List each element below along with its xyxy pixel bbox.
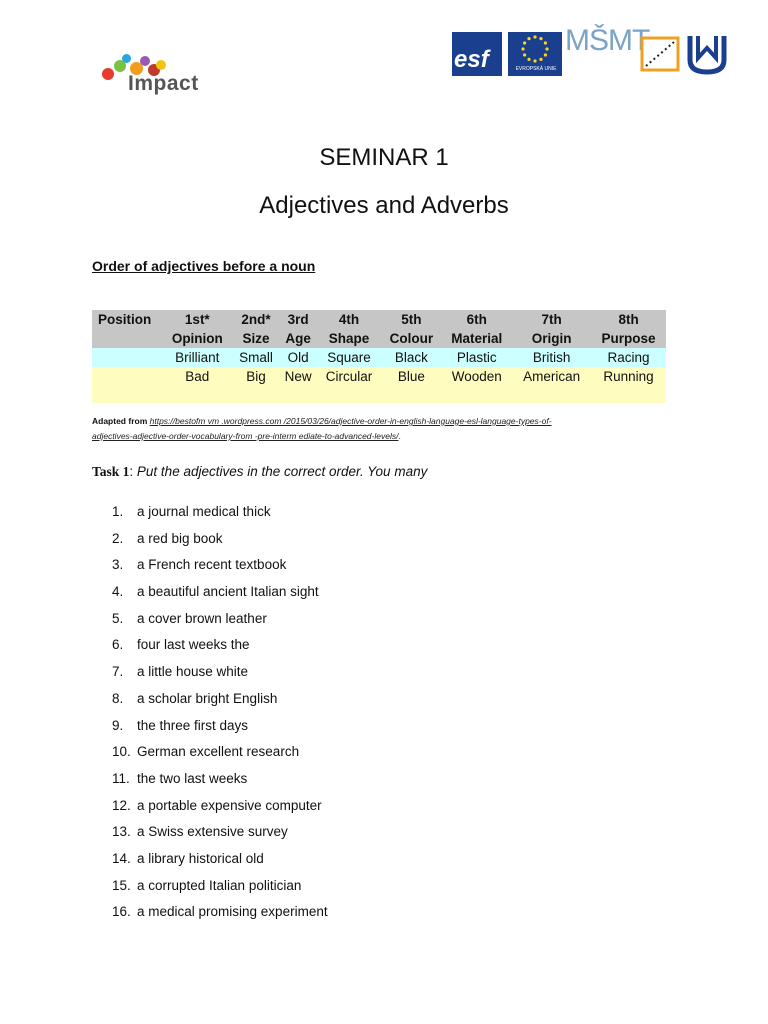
- table-cell: 7th: [512, 310, 591, 329]
- table-row: [92, 348, 666, 367]
- page-title: SEMINAR 1: [319, 144, 449, 171]
- list-item: 1. a journal medical thick: [112, 504, 271, 519]
- table-cell: 8th: [591, 310, 666, 329]
- mu-logo-icon: [686, 32, 728, 76]
- table-cell: American: [512, 367, 591, 403]
- frame-logo-icon: [638, 32, 682, 76]
- table-cell: Racing: [591, 348, 666, 367]
- table-cell: 4th: [317, 310, 381, 329]
- table-cell: Size: [233, 329, 280, 348]
- table-cell: [92, 329, 162, 348]
- table-cell: Running: [591, 367, 666, 403]
- table-cell: Brilliant: [162, 348, 233, 367]
- table-row: [92, 367, 666, 403]
- table-cell: Plastic: [441, 348, 512, 367]
- list-item: 7. a little house white: [112, 664, 249, 680]
- table-cell: Old: [279, 348, 316, 367]
- table-cell: Small: [233, 348, 280, 367]
- list-item: 10. German excellent research: [112, 744, 300, 760]
- table-cell: 2nd*: [233, 310, 280, 329]
- table-cell: Position: [92, 310, 162, 329]
- table-cell: Wooden: [441, 367, 512, 403]
- eu-flag-logo: EVROPSKÁ UNIE: [508, 32, 562, 76]
- table-cell: 6th: [441, 310, 512, 329]
- task-label: Task 1: [92, 464, 130, 479]
- source-citation: Adapted from https://bestofm vm .wordpress.com /2015/03/26/adjective-order-in-english-language-esl-language-types-of- adjectives-adjective-order-vocabulary-from -pre-interm ediate-to-advanced-levels/.: [92, 416, 552, 441]
- source-link[interactable]: https://bestofm vm .wordpress.com /2015/03/26/adjective-order-in-english-language-esl-language-types-of- adjectives-adjective-order-vocabulary-from -pre-interm ediate-to-advanced-levels/: [92, 416, 552, 441]
- list-item: 11. the two last weeks: [112, 770, 248, 786]
- msmt-logo: MŠMT: [565, 24, 650, 57]
- table-cell: Shape: [317, 329, 381, 348]
- impact-logo: Impact: [128, 72, 199, 95]
- task-instruction: Task 1: Put the adjectives in the correct order. You many: [92, 464, 428, 479]
- table-cell: Square: [317, 348, 381, 367]
- table-cell: British: [512, 348, 591, 367]
- adjective-order-table: [92, 310, 666, 403]
- list-item: 13. a Swiss extensive survey: [112, 824, 288, 840]
- table-cell: New: [279, 367, 316, 403]
- task-text: Put the adjectives in the correct order. You many: [136, 464, 428, 479]
- eu-stars-icon: [508, 32, 562, 66]
- section-heading: Order of adjectives before a noun: [92, 258, 316, 274]
- table-header-row: [92, 329, 666, 348]
- list-item: 12. a portable expensive computer: [112, 797, 322, 813]
- list-item: 4. a beautiful ancient Italian sight: [112, 584, 319, 600]
- table-cell: 5th: [381, 310, 441, 329]
- list-item: 15. a corrupted Italian politician: [112, 877, 302, 893]
- list-item: 14. a library historical old: [112, 850, 264, 866]
- table-cell: Origin: [512, 329, 591, 348]
- table-cell: Purpose: [591, 329, 666, 348]
- list-item: 6. four last weeks the: [112, 637, 250, 653]
- table-header-row: [92, 310, 666, 329]
- table-cell: Opinion: [162, 329, 233, 348]
- sponsor-logos: [452, 24, 732, 78]
- list-item: 9. the three first days: [112, 717, 249, 733]
- list-item: 3. a French recent textbook: [112, 557, 287, 573]
- table-cell: Age: [279, 329, 316, 348]
- citation-label: Adapted from: [92, 416, 148, 426]
- list-item: 5. a cover brown leather: [112, 610, 267, 626]
- list-item: 16. a medical promising experiment: [112, 904, 328, 920]
- page-heading: Adjectives and Adverbs: [259, 192, 509, 219]
- list-item: 8. a scholar bright English: [112, 690, 278, 706]
- table-cell: [92, 367, 162, 403]
- table-cell: Circular: [317, 367, 381, 403]
- table-cell: Big: [233, 367, 280, 403]
- table-cell: Colour: [381, 329, 441, 348]
- table-cell: Black: [381, 348, 441, 367]
- table-cell: [92, 348, 162, 367]
- table-cell: Blue: [381, 367, 441, 403]
- exercise-list: [92, 503, 328, 930]
- table-cell: 1st*: [162, 310, 233, 329]
- esf-logo: esf: [452, 32, 502, 76]
- table-cell: 3rd: [279, 310, 316, 329]
- list-item: 2. a red big book: [112, 530, 223, 546]
- table-cell: Bad: [162, 367, 233, 403]
- table-cell: Material: [441, 329, 512, 348]
